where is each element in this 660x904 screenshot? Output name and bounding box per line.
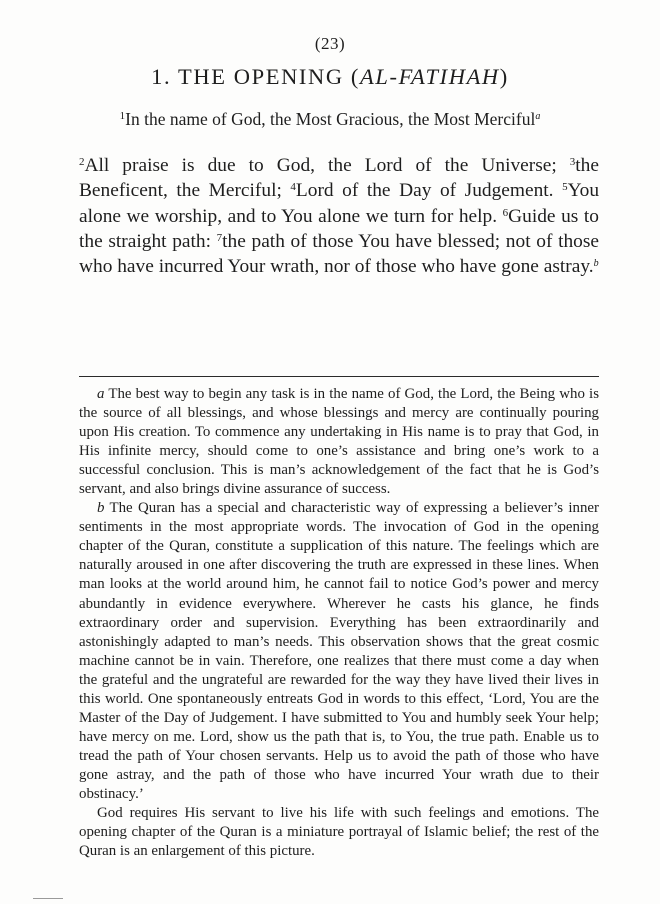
footnote-divider [79,376,599,377]
footnote-label: b [97,500,105,517]
page-number: (23) [314,34,346,53]
page-edge-mark [33,898,63,899]
footnote-a [79,385,599,499]
footnote-b [79,499,599,804]
footnote-text: The best way to begin any task is in the name of God, the Lord, the Being who is the source of all blessings, and whose blessings and mercy are continually pouring upon His creation. To commence any undertaking in His name is to pray that God, in His infinite mercy, should come to one’s assistance and bring one’s work to a successful conclusion. This is man’s acknowledgement of the fact that he is God’s servant, and also brings divine assurance of success. [79,386,599,498]
verse-number: 3 [569,155,576,168]
verse-number: 2 [79,155,85,168]
verse-text: Guide us to the straight path: [79,205,599,252]
chapter-title [0,64,660,90]
footnote-ref-a: a [535,111,541,122]
bismillah-text: In the name of God, the Most Gracious, the Most Merciful [125,109,536,129]
verse-number: 7 [216,231,223,244]
verse-text: Lord of the Day of Judgement. [295,180,563,202]
footnote-label: a [97,386,105,402]
chapter-title-close: ) [499,64,509,89]
footnotes [79,385,599,861]
verse-number: 6 [502,206,509,219]
verses-paragraph [79,153,599,279]
verse-text: the Beneficent, the Merciful; [79,155,599,202]
verse-text: the path of those You have blessed; not of those who have incurred Your wrath, nor of those who have gone astray. [79,230,599,278]
chapter-title-italic: AL-FATIHAH [360,64,500,89]
verse-number: 1 [119,109,126,122]
verse-text: You alone we worship, and to You alone we turn for help. [79,180,600,227]
verse-number: 5 [562,181,568,194]
footnote-text: The Quran has a special and characteristic way of expressing a believer’s inner sentiments in the most appropriate words. The invocation of God in the opening chapter of the Quran, constitute a supplication of this nature. The feelings which are naturally aroused in one after discovering the truth are expressed in these lines. When man looks at the world around him, he cannot fail to notice God’s power and mercy abundantly in evidence everywhere. Wherever he casts his glance, he finds extraordinary order and supervision. Everything has been extraordinarily and astonishingly adapted to man’s needs. This observation shows that the great cosmic machine cannot be in vain. Therefore, one realizes that there must come a day when the grateful and the ungrateful are rewarded for the way they have lived their lives in this world. One spontaneously entreats God in words to this effect, ‘Lord, You are the Master of the Day of Judgement. I have submitted to You and humbly seek Your help; have mercy on me. Lord, show us the path that is, to You, the true path. Enable us to tread the path of Your chosen servants. Help us to avoid the path of those who have gone astray, and the path of those who have incurred Your wrath due to their obstinacy.’ [79,500,599,802]
verse-number: 4 [290,181,296,194]
verse-text: All praise is due to God, the Lord of the Universe; [84,155,570,176]
footnote-ref-b: b [593,258,599,270]
chapter-title-main: 1. THE OPENING ( [151,64,361,89]
bismillah-verse [0,109,660,130]
footnote-continuation: God requires His servant to live his life with such feelings and emotions. The opening chapter of the Quran is a miniature portrayal of Islamic belief; the rest of the Quran is an enlargement of this picture. [79,805,599,860]
